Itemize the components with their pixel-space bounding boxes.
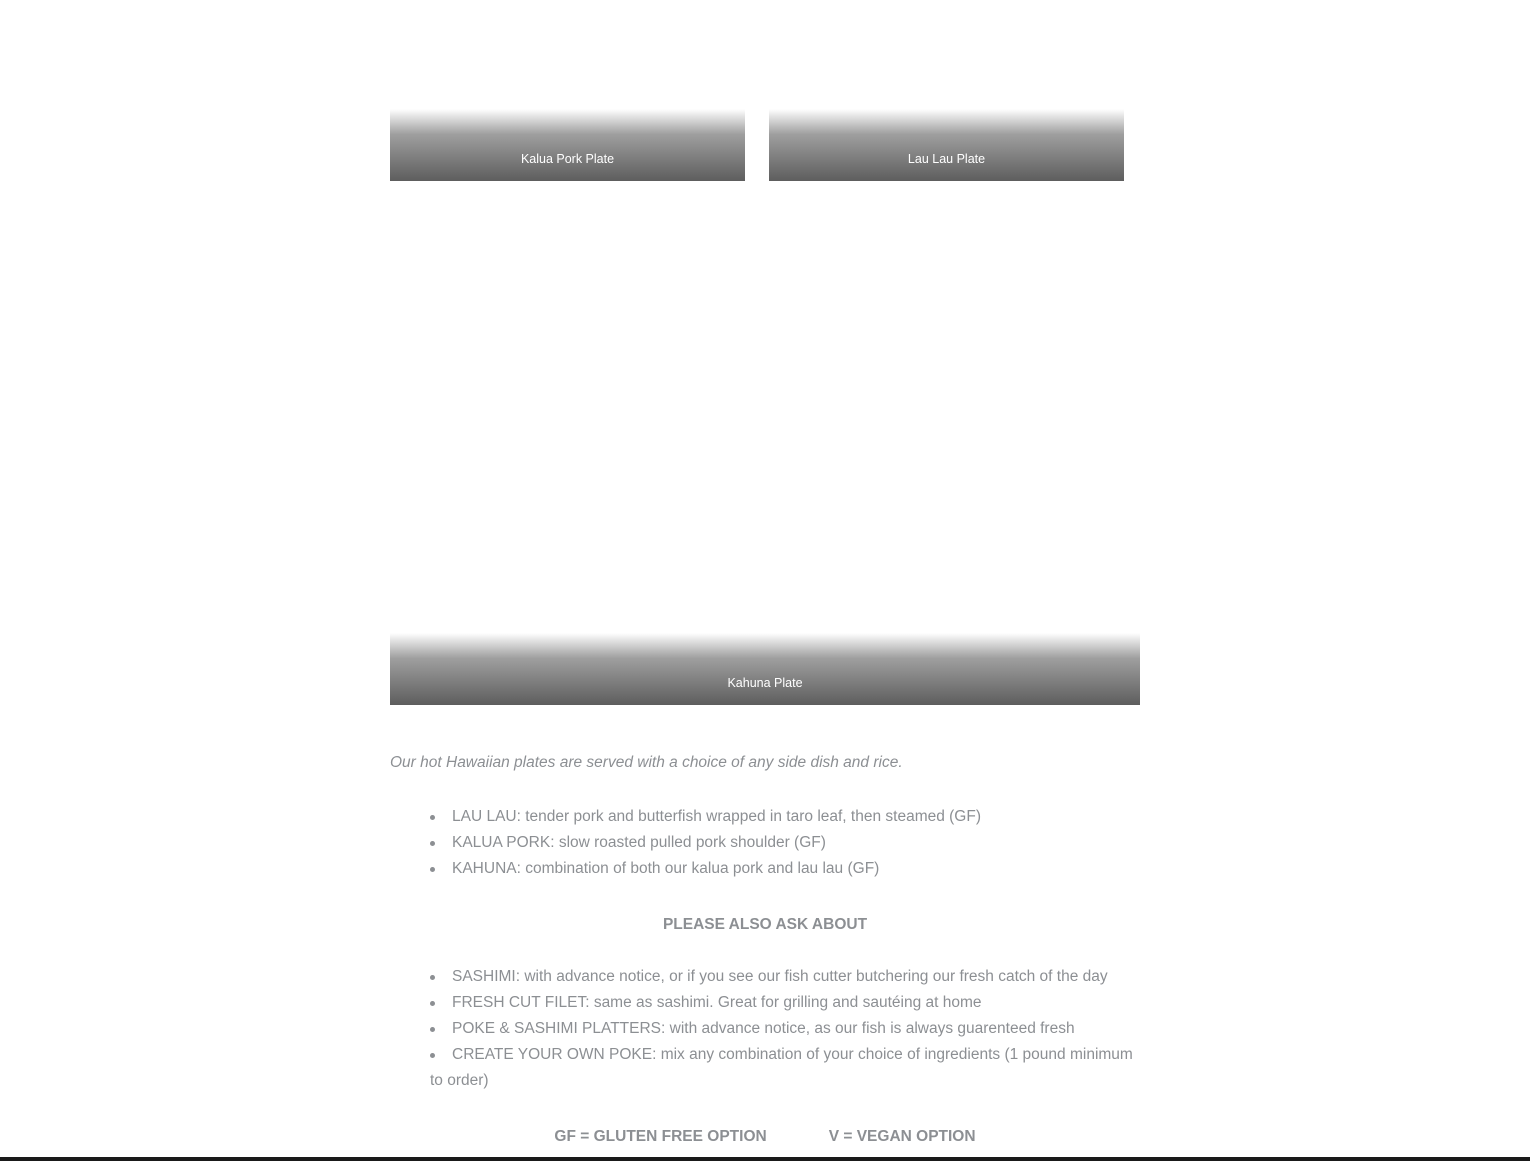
list-item: POKE & SASHIMI PLATTERS: with advance notice, as our fish is always guarenteed fresh	[430, 1016, 1140, 1042]
ask-about-heading: PLEASE ALSO ASK ABOUT	[662, 916, 868, 933]
caption-overlay	[390, 633, 1140, 705]
gallery-item-kahuna-plate[interactable]	[390, 200, 1140, 705]
menu-description	[390, 748, 1140, 1150]
extras-list	[390, 964, 1140, 1094]
gallery-item-kalua-pork-plate[interactable]	[390, 0, 745, 181]
list-item: KALUA PORK: slow roasted pulled pork shoulder (GF)	[430, 830, 1140, 856]
caption-overlay	[769, 109, 1124, 181]
gluten-free-legend: GF = GLUTEN FREE OPTION	[554, 1128, 767, 1145]
caption-overlay	[390, 109, 745, 181]
vegan-legend: V = VEGAN OPTION	[828, 1128, 976, 1145]
bottom-divider	[0, 1157, 1530, 1161]
dietary-legend	[390, 1124, 1140, 1150]
gallery-caption: Lau Lau Plate	[907, 152, 986, 166]
list-item: KAHUNA: combination of both our kalua pork and lau lau (GF)	[430, 856, 1140, 882]
gallery-caption: Kahuna Plate	[727, 676, 803, 690]
intro-text: Our hot Hawaiian plates are served with a choice of any side dish and rice.	[390, 754, 903, 771]
list-item: FRESH CUT FILET: same as sashimi. Great for grilling and sautéing at home	[430, 990, 1140, 1016]
gallery-item-lau-lau-plate[interactable]	[769, 0, 1124, 181]
list-item: LAU LAU: tender pork and butterfish wrapped in taro leaf, then steamed (GF)	[430, 804, 1140, 830]
gallery-caption: Kalua Pork Plate	[520, 152, 615, 166]
list-item: SASHIMI: with advance notice, or if you see our fish cutter butchering our fresh catch of the day	[430, 964, 1140, 990]
plates-list	[390, 804, 1140, 882]
list-item: CREATE YOUR OWN POKE: mix any combination of your choice of ingredients (1 pound minimum to order)	[430, 1042, 1140, 1094]
